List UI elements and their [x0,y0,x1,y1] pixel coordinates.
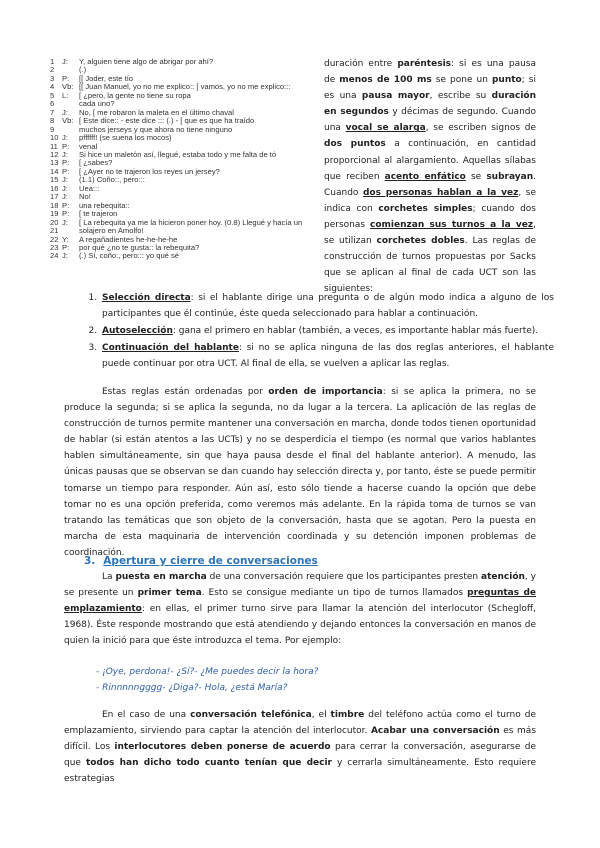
emphasis-text: todos han dicho todo cuanto tenían que decir [85,758,333,769]
speaker-label: P: [62,243,70,252]
text-run: Estas reglas están ordenadas por [102,387,269,397]
rule-item [100,340,554,372]
line-number: 3 [50,74,55,83]
transcript-line [50,185,312,193]
line-number: 10 [50,134,59,143]
utterance-text: por qué ¿no te gusta:: la rebequita? [79,243,200,252]
text-run: , el [311,710,331,720]
speaker-label: P: [62,74,70,83]
transcript-line [50,227,312,235]
text-run: . Las reglas de construcción de turnos propuestas por Sacks que se aplican al final de cada UCT son las siguientes: [324,236,536,295]
speaker-label [62,227,79,235]
utterance-text: [ ¿pero, la gente no tiene su ropa [79,91,191,100]
emphasis-text: comienzan sus turnos a la vez [370,219,534,230]
utterance-text: cada uno? [79,100,115,109]
rule-item [100,290,554,322]
text-run: se pone un [431,75,492,86]
line-number: 11 [50,142,58,151]
utterance-text: (1.1) Coño::, pero::: [79,176,145,185]
emphasis-text: conversación telefónica [190,710,312,720]
emphasis-text: corchetes simples [378,203,473,214]
emphasis-text: pausa mayor [361,91,430,102]
speaker-label: J: [62,150,68,159]
speaker-label: P: [62,210,70,219]
line-number: 22 [50,235,59,244]
utterance-text: Uea::: [79,184,100,193]
emphasis-text: vocal se alarga [345,123,426,134]
transcript-line [50,92,312,100]
text-run: . Cuando [324,171,536,198]
line-number: 5 [50,91,55,100]
utterance-text: [ ¿sabes? [79,159,113,168]
text-run: ; si es una [324,75,536,102]
text-run: , se escriben signos de [425,123,536,134]
speaker-label: P: [62,201,70,210]
line-number: 17 [50,193,59,202]
transcript-line [50,202,312,210]
utterance-text: A regañadientes he-he-he-he [79,235,178,244]
text-run: , y se presente un [64,572,537,599]
speaker-label: J: [62,252,68,261]
line-number: 6 [50,100,55,109]
speaker-label [62,66,79,74]
rule-item [100,323,554,339]
rules-order-paragraph [64,384,536,561]
line-number: 16 [50,184,59,193]
utterance-text: muchos jerseys y que ahora no tiene ninguno [79,125,233,134]
utterance-text: solajero en Amolfo! [79,227,144,236]
emphasis-text: puesta en marcha [115,572,207,582]
opening-paragraph [64,569,536,649]
examples-block [96,664,536,696]
emphasis-text: punto [491,75,522,86]
transcript-line [50,109,312,117]
transcript-line [50,117,312,125]
utterance-text: venal [79,142,98,151]
rule-description: : si el hablante dirige una pregunta o de algún modo indica a alguno de los participantes que él continúe, éste queda seleccionado para hablar a continuación. [102,293,554,320]
text-run: , escribe su [429,91,492,102]
emphasis-text: primer tema [137,588,202,599]
utterance-text: Y, alguien tiene algo de abrigar por ahí? [79,58,214,66]
transcript-line [50,66,312,74]
transcript-line [50,75,312,83]
emphasis-text: interlocutores deben ponerse de acuerdo [114,742,331,753]
line-number: 9 [50,125,55,134]
transcription-conventions-paragraph [324,56,536,297]
line-number: 15 [50,176,59,185]
transcript-line [50,168,312,176]
emphasis-text: atención [481,572,525,582]
text-run: y cerrarla simultáneamente. Esto requiere estrategias [64,758,536,785]
conventions-text [324,56,536,297]
text-run: y décimas de segundo. Cuando una [324,107,536,134]
section-title: Apertura y cierre de conversaciones [103,555,318,567]
line-number: 4 [50,83,55,92]
utterance-text: (.) Sí, coño:, pero::: yo qué sé [79,252,180,261]
line-number: 23 [50,243,59,252]
line-number: 18 [50,201,59,210]
line-number: 13 [50,159,59,168]
utterance-text: [ te trajeron [79,210,118,219]
section-heading [84,555,318,567]
utterance-text: No! [79,193,91,202]
text-run: . Esto se consigue mediante un tipo de turnos llamados [201,588,468,599]
line-number: 12 [50,150,59,159]
text-run: para cerrar la conversación, asegurarse de que [64,742,536,769]
transcript-line [50,151,312,159]
line-number: 21 [50,227,59,236]
transcript-excerpt [50,58,312,261]
utterance-text: No, [ me robaron la maleta en el último chaval [79,108,234,117]
speaker-label: J: [62,58,68,66]
emphasis-text: dos puntos [324,139,386,150]
transcript-line [50,134,312,142]
line-number: 24 [50,252,59,261]
line-number: 7 [50,108,55,117]
text-run: ; cuando dos personas [324,203,536,230]
emphasis-text: subrayan [486,171,534,182]
emphasis-text: timbre [330,710,365,720]
utterance-text: [[ Joder, este tío [79,74,134,83]
transcript-line [50,83,312,91]
text-run: : en ellas, el primer turno sirve para llamar la atención del interlocutor (Schegloff, 1968). Éste responde mostrando que está atendiendo y dejando entonces la conversación en manos de quien la inició para que éste introduzca el tema. Por ejemplo: [64,604,536,647]
emphasis-text: duración en segundos [324,91,536,118]
emphasis-text: orden de importancia [268,387,383,397]
transcript-line [50,58,312,66]
transcript-line [50,176,312,184]
utterance-text: pffffff! (se suena los mocos) [79,134,172,143]
speaker-label: J: [62,193,68,202]
rule-description: : gana el primero en hablar (también, a veces, es importante hablar más fuerte). [172,326,539,337]
emphasis-text: dos personas hablan a la vez [362,187,519,198]
transcript-line [50,219,312,227]
speaker-label: Vb: [62,117,74,126]
transcript-line [50,252,312,260]
text-run: : si es una pausa de [324,59,536,86]
text-run: , se indica con [324,187,536,214]
example-line: - Rinnnnngggg- ¿Diga?- Hola, ¿está María? [96,683,288,694]
transcript-line [50,210,312,218]
utterance-text: Si hice un maletón así, llegué, estaba todo y me falta de tó [79,150,277,159]
transcript-line [50,159,312,167]
line-number: 8 [50,117,55,126]
speaker-label: P: [62,159,70,168]
closing-paragraph [64,707,536,787]
text-run: a continuación, en cantidad proporcional al alargamiento. Aquellas sílabas que reciben [324,139,536,182]
line-number: 2 [50,66,55,75]
section-number: 3. [84,555,96,567]
utterance-text: [ ¿Ayer no te trajeron los reyes un jersey? [79,167,220,176]
speaker-label: P: [62,167,70,176]
text-run: del teléfono actúa como el turno de emplazamiento, sirviendo para captar la atención del interlocutor. [64,710,536,737]
text-run: de una conversación requiere que los participantes presten [206,572,482,582]
turn-taking-rules-list [82,290,554,373]
rule-title: Selección directa [102,293,191,303]
text-run: duración entre [324,59,398,69]
line-number: 14 [50,167,59,176]
rule-title: Continuación del hablante [102,343,239,354]
speaker-label: J: [62,176,68,185]
emphasis-text: Acabar una conversación [370,726,500,737]
speaker-label: J: [62,218,68,227]
speaker-label: J: [62,134,68,143]
emphasis-text: paréntesis [397,59,452,69]
rule-description: : si no se aplica ninguna de las dos reglas anteriores, el hablante puede continuar por otra UCT. Al final de ella, se vuelven a aplicar las reglas. [102,343,554,370]
transcript-line [50,244,312,252]
text-run: La [102,572,116,582]
text-run: se [465,171,487,182]
line-number: 19 [50,210,59,219]
text-run: : si se aplica la primera, no se produce la segunda; si se aplica la segunda, no da lugar a la tercera. La aplicación de las reglas de construcción de turnos permite mantener una conversación en marcha, donde todos tienen oportunidad de hablar (si están atentos a las UCTs) y no se desperdicia el tiempo (es normal que varios hablantes hablen simultáneamente, sin que haya pausa desde el final del hablante anterior). A menudo, las únicas pausas que se observan se dan cuando hay selección directa y, por tanto, éste se puede permitir tomarse un tiempo para responder. Aún así, esto sólo tiende a hacerse cuando la opción que debe tomar no es una opción preferida, como veremos más adelante. En la rápida toma de turnos se van tratando las temáticas que son objeto de la conversación, hasta que se agotan. Pero la puesta en marcha de esta maquinaria de intervención coordinada y su detención imponen problemas de coordinación. [64,387,536,558]
emphasis-text: menos de 100 ms [339,75,432,86]
speaker-label [62,126,79,134]
text-run: es más difícil. Los [64,726,537,753]
emphasis-text: corchetes dobles [376,236,465,247]
utterance-text: [ La rebequita ya me la hicieron poner hoy. (0.8) Llegué y hacía un [79,218,303,227]
text-run: , se utilizan [324,219,536,247]
emphasis-text: preguntas de emplazamiento [64,588,536,615]
utterance-text: una rebequita:: [79,201,130,210]
speaker-label: Y: [62,235,69,244]
emphasis-text: acento enfático [384,171,466,182]
transcript-line [50,100,312,108]
speaker-label: L: [62,91,69,100]
speaker-label: Vb: [62,83,74,92]
transcript-line [50,193,312,201]
transcript-line [50,126,312,134]
speaker-label [62,100,79,108]
speaker-label: P: [62,142,70,151]
speaker-label: J: [62,184,68,193]
utterance-text: [[ Juan Manuel, yo no me explico:: [ vamos, yo no me explico::: [79,83,291,92]
transcript-line [50,236,312,244]
line-number: 20 [50,218,59,227]
speaker-label: J: [62,108,68,117]
line-number: 1 [50,58,55,66]
utterance-text: [ Este dice:: - este dice ::: (.) - [ que es que ha traído [79,117,255,126]
utterance-text: (.) [79,66,87,75]
transcript-line [50,143,312,151]
example-line: - ¡Oye, perdona!- ¿Sí?- ¿Me puedes decir la hora? [96,667,319,677]
rule-title: Autoselección [102,326,173,337]
text-run: En el caso de una [102,710,191,720]
